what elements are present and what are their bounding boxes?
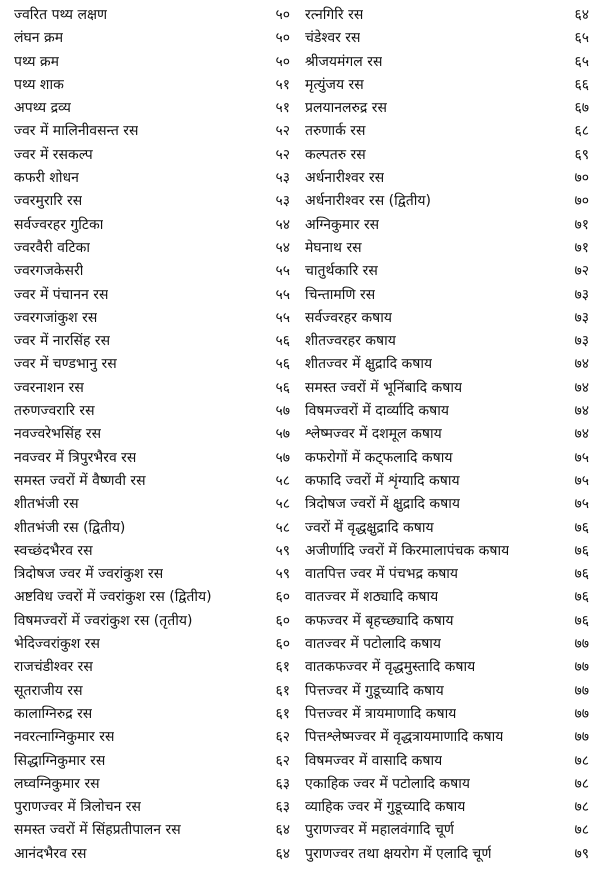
- entry-title: ज्वरित पथ्य लक्षण: [14, 7, 108, 23]
- entry-page-number: ७७: [574, 729, 589, 746]
- index-entry: [14, 610, 290, 633]
- entry-title: कफरी शोधन: [14, 170, 79, 187]
- entry-title: वातज्वर में शठ्यादि कषाय: [305, 589, 439, 606]
- entry-page-number: ६९: [574, 146, 589, 163]
- entry-page-number: ५०: [275, 30, 290, 47]
- entry-page-number: ६६: [574, 76, 589, 93]
- entry-page-number: ७९: [574, 845, 589, 862]
- entry-title: मृत्युंजय रस: [305, 76, 364, 93]
- index-entry: [305, 540, 589, 563]
- entry-page-number: ७३: [574, 286, 589, 303]
- entry-title: ज्वर में चण्डभानु रस: [14, 356, 117, 373]
- entry-title: शीतज्वरहर कषाय: [305, 333, 396, 350]
- entry-page-number: ६०: [275, 589, 290, 606]
- entry-title: पुराणज्वर में त्रिलोचन रस: [14, 799, 141, 816]
- entry-title: कफज्वर में बृहच्छ्यादि कषाय: [305, 612, 454, 629]
- index-entry: [14, 97, 290, 120]
- index-entry: [14, 633, 290, 656]
- index-entry: [305, 726, 589, 749]
- index-entry: [14, 353, 290, 376]
- entry-title: नवज्वर में त्रिपुरभैरव रस: [14, 449, 137, 466]
- entry-title: नवज्वरेभसिंह रस: [14, 426, 102, 443]
- entry-page-number: ५३: [275, 170, 290, 187]
- entry-page-number: ६३: [275, 775, 290, 792]
- entry-page-number: ५७: [275, 403, 290, 420]
- entry-page-number: ५१: [275, 76, 290, 93]
- entry-title: अग्निकुमार रस: [305, 216, 380, 233]
- index-entry: [305, 656, 589, 679]
- entry-title: सर्वज्वरहर गुटिका: [14, 216, 104, 233]
- index-entry: [305, 330, 589, 353]
- index-entry: [14, 680, 290, 703]
- index-entry: [14, 517, 290, 540]
- entry-page-number: ५५: [275, 286, 290, 303]
- entry-page-number: ७७: [574, 682, 589, 699]
- entry-title: शीतभंजी रस: [14, 496, 79, 513]
- entry-page-number: ५७: [275, 449, 290, 466]
- entry-title: आनंदभैरव रस: [14, 845, 87, 862]
- index-entry: [14, 330, 290, 353]
- entry-page-number: ६५: [574, 30, 589, 47]
- entry-page-number: ७७: [574, 705, 589, 722]
- entry-title: पुराणज्वर तथा क्षयरोग में एलादि चूर्ण: [305, 845, 492, 862]
- index-entry: [14, 750, 290, 773]
- index-entry: [14, 190, 290, 213]
- entry-title: मेघनाथ रस: [305, 239, 362, 256]
- index-entry: [305, 400, 589, 423]
- entry-title: अजीर्णादि ज्वरों में किरमालापंचक कषाय: [305, 542, 510, 559]
- index-entry: [14, 586, 290, 609]
- entry-title: चंडेश्वर रस: [305, 30, 361, 47]
- index-column-left: [14, 4, 290, 866]
- index-entry: [14, 819, 290, 842]
- entry-page-number: ७०: [574, 193, 589, 210]
- entry-page-number: ६२: [275, 729, 290, 746]
- index-entry: [14, 307, 290, 330]
- entry-page-number: ६२: [275, 752, 290, 769]
- entry-page-number: ७६: [574, 542, 589, 559]
- entry-title: ज्वर में नारसिंह रस: [14, 333, 111, 350]
- entry-title: अष्टविध ज्वरों में ज्वरांकुश रस (द्वितीय): [14, 589, 212, 606]
- entry-title: ज्वरनाशन रस: [14, 379, 84, 396]
- index-entry: [305, 284, 589, 307]
- index-entry: [14, 74, 290, 97]
- index-entry: [14, 726, 290, 749]
- entry-title: पथ्य शाक: [14, 76, 64, 93]
- index-entry: [14, 377, 290, 400]
- entry-page-number: ७६: [574, 519, 589, 536]
- entry-title: स्वच्छंदभैरव रस: [14, 542, 93, 559]
- entry-title: सर्वज्वरहर कषाय: [305, 309, 392, 326]
- entry-title: विषमज्वरों में दार्व्यादि कषाय: [305, 403, 449, 420]
- entry-title: विषमज्वरों में ज्वरांकुश रस (तृतीय): [14, 612, 193, 629]
- entry-page-number: ५६: [275, 356, 290, 373]
- index-entry: [305, 144, 589, 167]
- index-entry: [14, 423, 290, 446]
- entry-page-number: ७४: [574, 379, 589, 396]
- index-entry: [305, 563, 589, 586]
- entry-title: नवरत्नाग्निकुमार रस: [14, 729, 115, 746]
- entry-page-number: ६३: [275, 799, 290, 816]
- entry-page-number: ५७: [275, 426, 290, 443]
- entry-title: लंघन क्रम: [14, 30, 64, 47]
- entry-page-number: ५०: [275, 7, 290, 23]
- entry-title: श्लेष्मज्वर में दशमूल कषाय: [305, 426, 442, 443]
- index-entry: [305, 190, 589, 213]
- entry-page-number: ७३: [574, 309, 589, 326]
- index-entry: [305, 517, 589, 540]
- entry-page-number: ६०: [275, 636, 290, 653]
- index-entry: [305, 610, 589, 633]
- entry-title: कफादि ज्वरों में शृंग्यादि कषाय: [305, 472, 460, 489]
- index-entry: [14, 703, 290, 726]
- index-entry: [14, 400, 290, 423]
- entry-page-number: ५८: [275, 472, 290, 489]
- entry-page-number: ७७: [574, 636, 589, 653]
- entry-page-number: ५०: [275, 53, 290, 70]
- index-entry: [305, 120, 589, 143]
- index-entry: [305, 214, 589, 237]
- index-entry: [14, 4, 290, 27]
- index-entry: [305, 353, 589, 376]
- entry-page-number: ५८: [275, 496, 290, 513]
- index-entry: [14, 260, 290, 283]
- entry-title: वातकफज्वर में वृद्धमुस्तादि कषाय: [305, 659, 476, 676]
- index-entry: [305, 51, 589, 74]
- index-entry: [305, 167, 589, 190]
- index-entry: [305, 307, 589, 330]
- entry-title: पथ्य क्रम: [14, 53, 60, 70]
- entry-title: ज्वरमुरारि रस: [14, 193, 83, 210]
- entry-title: पित्तश्लेष्मज्वर में वृद्धत्रायमाणादि कषाय: [305, 729, 504, 746]
- entry-page-number: ६८: [574, 123, 589, 140]
- entry-page-number: ६५: [574, 53, 589, 70]
- entry-page-number: ७४: [574, 426, 589, 443]
- entry-title: त्रिदोषज ज्वर में ज्वरांकुश रस: [14, 566, 164, 583]
- entry-title: अपथ्य द्रव्य: [14, 100, 71, 117]
- entry-page-number: ७७: [574, 659, 589, 676]
- entry-title: एकाहिक ज्वर में पटोलादि कषाय: [305, 775, 471, 792]
- entry-page-number: ६१: [275, 682, 290, 699]
- entry-title: समस्त ज्वरों में भूनिंबादि कषाय: [305, 379, 463, 396]
- index-entry: [305, 377, 589, 400]
- entry-page-number: ७६: [574, 612, 589, 629]
- entry-page-number: ७४: [574, 403, 589, 420]
- entry-title: कालाग्निरुद्र रस: [14, 705, 93, 722]
- entry-page-number: ६७: [574, 100, 589, 117]
- entry-title: ज्वरों में वृद्धक्षुद्रादि कषाय: [305, 519, 434, 536]
- entry-title: कफरोगों में कट्फलादि कषाय: [305, 449, 453, 466]
- entry-title: पित्तज्वर में गुडूच्यादि कषाय: [305, 682, 444, 699]
- entry-title: शीतज्वर में क्षुद्रादि कषाय: [305, 356, 433, 373]
- index-entry: [305, 819, 589, 842]
- entry-page-number: ७५: [574, 449, 589, 466]
- entry-title: चिन्तामणि रस: [305, 286, 376, 303]
- entry-page-number: ५४: [275, 216, 290, 233]
- entry-title: राजचंडीश्वर रस: [14, 659, 93, 676]
- entry-page-number: ७१: [574, 216, 589, 233]
- index-entry: [305, 750, 589, 773]
- entry-page-number: ६१: [275, 659, 290, 676]
- entry-title: शीतभंजी रस (द्वितीय): [14, 519, 126, 536]
- entry-title: ज्वर में मालिनीवसन्त रस: [14, 123, 139, 140]
- entry-title: सूतराजीय रस: [14, 682, 83, 699]
- index-entry: [14, 656, 290, 679]
- entry-page-number: ७०: [574, 170, 589, 187]
- index-entry: [305, 260, 589, 283]
- index-column-right: [305, 4, 589, 866]
- index-entry: [305, 843, 589, 866]
- entry-page-number: ६०: [275, 612, 290, 629]
- entry-title: श्रीजयमंगल रस: [305, 53, 383, 70]
- entry-page-number: ६४: [275, 845, 290, 862]
- index-entry: [305, 237, 589, 260]
- entry-page-number: ७५: [574, 472, 589, 489]
- index-entry: [14, 796, 290, 819]
- index-entry: [14, 51, 290, 74]
- index-entry: [14, 773, 290, 796]
- entry-title: ज्वरगजकेसरी: [14, 263, 84, 280]
- entry-title: विषमज्वर में वासादि कषाय: [305, 752, 443, 769]
- entry-title: पुराणज्वर में महालवंगादि चूर्ण: [305, 822, 454, 839]
- index-entry: [14, 284, 290, 307]
- entry-page-number: ७४: [574, 356, 589, 373]
- entry-page-number: ५८: [275, 519, 290, 536]
- entry-page-number: ७३: [574, 333, 589, 350]
- entry-page-number: ५३: [275, 193, 290, 210]
- index-entry: [305, 447, 589, 470]
- entry-page-number: ७८: [574, 799, 589, 816]
- entry-page-number: ५९: [275, 542, 290, 559]
- index-entry: [14, 493, 290, 516]
- entry-title: लघ्वग्निकुमार रस: [14, 775, 100, 792]
- index-entry: [305, 586, 589, 609]
- entry-title: पित्तज्वर में त्रायमाणादि कषाय: [305, 705, 457, 722]
- index-entry: [14, 563, 290, 586]
- index-entry: [305, 470, 589, 493]
- index-entry: [14, 167, 290, 190]
- entry-page-number: ५९: [275, 566, 290, 583]
- index-entry: [14, 447, 290, 470]
- entry-page-number: ७८: [574, 822, 589, 839]
- index-entry: [305, 773, 589, 796]
- entry-title: ज्वरवैरी वटिका: [14, 239, 90, 256]
- entry-page-number: ७८: [574, 752, 589, 769]
- entry-title: कल्पतरु रस: [305, 146, 366, 163]
- entry-title: ज्वर में पंचानन रस: [14, 286, 109, 303]
- entry-page-number: ७५: [574, 496, 589, 513]
- entry-page-number: ५६: [275, 379, 290, 396]
- index-entry: [305, 493, 589, 516]
- entry-title: सिद्धाग्निकुमार रस: [14, 752, 106, 769]
- index-entry: [305, 4, 589, 27]
- entry-title: व्याहिक ज्वर में गुडूच्यादि कषाय: [305, 799, 466, 816]
- entry-page-number: ५६: [275, 333, 290, 350]
- entry-title: रत्नगिरि रस: [305, 7, 364, 23]
- entry-title: समस्त ज्वरों में सिंहप्रतीपालन रस: [14, 822, 181, 839]
- index-entry: [305, 27, 589, 50]
- index-entry: [14, 540, 290, 563]
- entry-title: वातपित्त ज्वर में पंचभद्र कषाय: [305, 566, 459, 583]
- index-entry: [305, 633, 589, 656]
- entry-title: प्रलयानलरुद्र रस: [305, 100, 387, 117]
- entry-page-number: ७६: [574, 589, 589, 606]
- entry-title: अर्धनारीश्वर रस: [305, 170, 385, 187]
- entry-title: ज्वर में रसकल्प: [14, 146, 93, 163]
- entry-page-number: ७८: [574, 775, 589, 792]
- index-entry: [14, 27, 290, 50]
- entry-title: चातुर्थकारि रस: [305, 263, 378, 280]
- entry-page-number: ६४: [574, 7, 589, 23]
- entry-title: ज्वरगजांकुश रस: [14, 309, 98, 326]
- entry-title: समस्त ज्वरों में वैष्णवी रस: [14, 472, 146, 489]
- index-entry: [14, 120, 290, 143]
- index-entry: [305, 680, 589, 703]
- entry-page-number: ६१: [275, 705, 290, 722]
- entry-title: वातज्वर में पटोलादि कषाय: [305, 636, 442, 653]
- entry-page-number: ७६: [574, 566, 589, 583]
- entry-page-number: ५१: [275, 100, 290, 117]
- index-entry: [14, 214, 290, 237]
- index-entry: [305, 423, 589, 446]
- entry-page-number: ५५: [275, 263, 290, 280]
- entry-page-number: ५२: [275, 146, 290, 163]
- index-entry: [14, 843, 290, 866]
- entry-title: भेदिज्वरांकुश रस: [14, 636, 100, 653]
- entry-page-number: ५५: [275, 309, 290, 326]
- index-entry: [14, 237, 290, 260]
- index-entry: [14, 144, 290, 167]
- entry-title: अर्धनारीश्वर रस (द्वितीय): [305, 193, 431, 210]
- index-entry: [14, 470, 290, 493]
- entry-page-number: ५४: [275, 239, 290, 256]
- entry-title: तरुणज्वरारि रस: [14, 403, 95, 420]
- index-entry: [305, 703, 589, 726]
- index-entry: [305, 97, 589, 120]
- entry-page-number: ६४: [275, 822, 290, 839]
- index-entry: [305, 74, 589, 97]
- entry-page-number: ७१: [574, 239, 589, 256]
- entry-page-number: ७२: [574, 263, 589, 280]
- entry-title: त्रिदोषज ज्वरों में क्षुद्रादि कषाय: [305, 496, 460, 513]
- entry-page-number: ५२: [275, 123, 290, 140]
- index-entry: [305, 796, 589, 819]
- entry-title: तरुणार्क रस: [305, 123, 366, 140]
